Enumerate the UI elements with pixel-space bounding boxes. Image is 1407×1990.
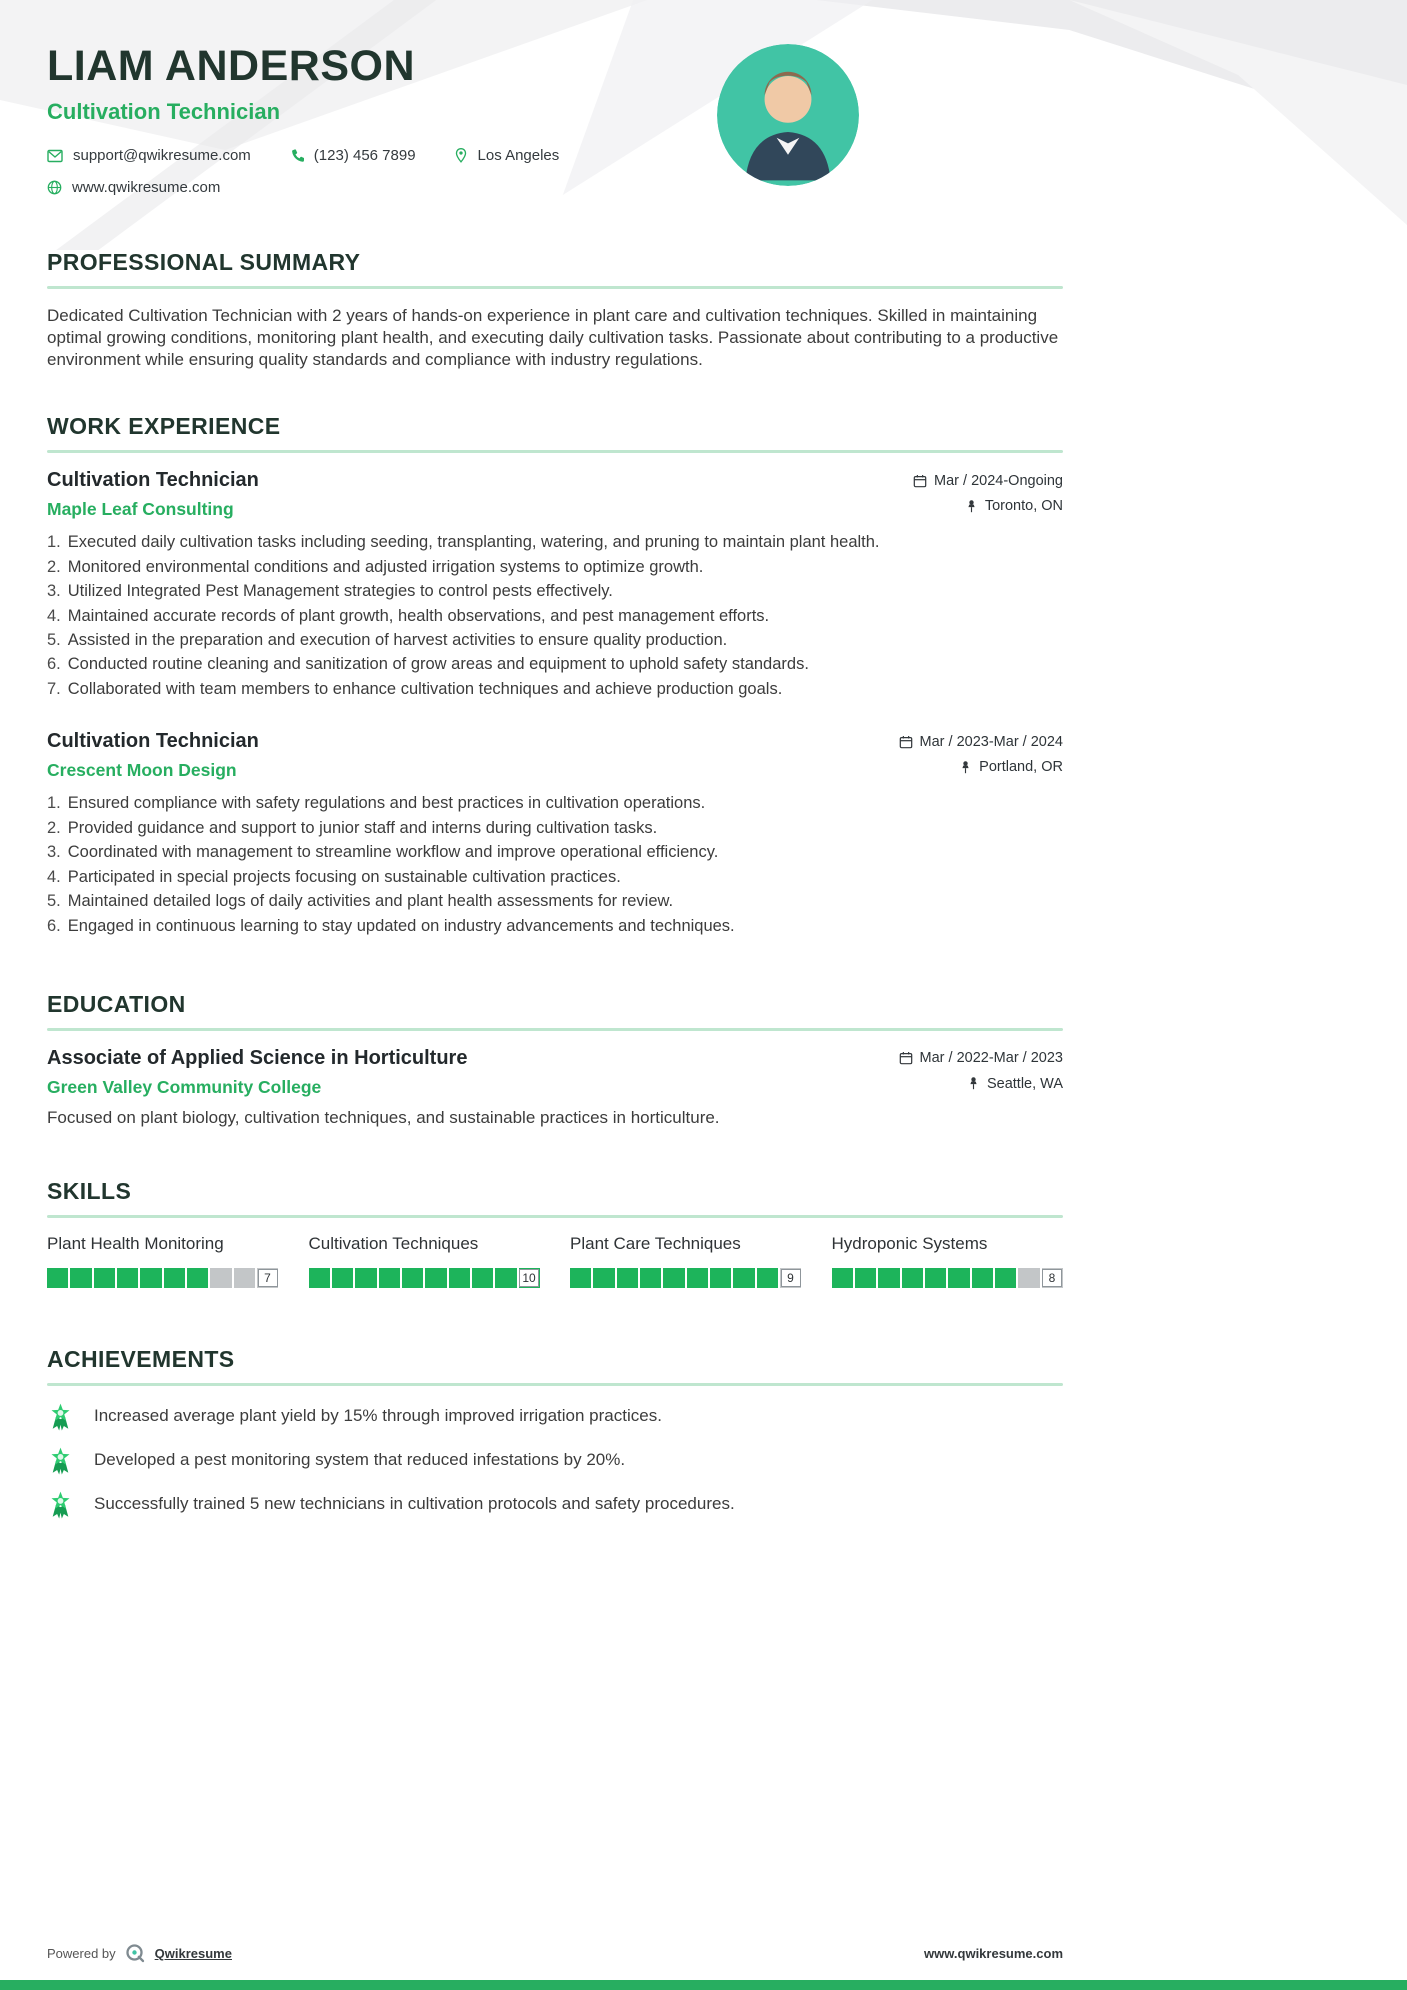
skill-bar-segment [472, 1268, 493, 1288]
job-title: Cultivation Technician [47, 469, 259, 492]
skill-score: 8 [1042, 1269, 1062, 1287]
skill-bar-segment [570, 1268, 591, 1288]
achievement-item [47, 1402, 1063, 1431]
skill-label: Hydroponic Systems [831, 1233, 988, 1253]
phone-contact [289, 147, 416, 164]
job-bullets [47, 532, 1063, 700]
skill-bar-segment [617, 1268, 638, 1288]
job-date-text: Mar / 2023-Mar / 2024 [919, 733, 1063, 750]
skill-bar-segment [687, 1268, 708, 1288]
skill-label: Plant Health Monitoring [47, 1233, 224, 1253]
achievement-badge-icon [47, 1446, 74, 1475]
education-section [47, 991, 1063, 1128]
header [47, 0, 1063, 211]
skill-item [47, 1234, 279, 1288]
location-pin-icon [454, 147, 468, 164]
pin-icon [959, 760, 972, 775]
qwikresume-logo-icon [125, 1943, 146, 1964]
achievement-badge-icon [47, 1490, 74, 1519]
section-divider [47, 1383, 1063, 1386]
skill-bar-segment [995, 1268, 1016, 1288]
skill-bar-segment [70, 1268, 91, 1288]
education-date [899, 1050, 1063, 1066]
phone-icon [289, 148, 304, 163]
phone-text: (123) 456 7899 [313, 147, 416, 164]
skill-bar [47, 1268, 279, 1288]
powered-by-label: Powered by [47, 1946, 116, 1961]
skill-bar-segment [140, 1268, 161, 1288]
skill-bar-segment [495, 1268, 516, 1288]
email-contact[interactable] [47, 147, 251, 164]
globe-icon [47, 180, 62, 195]
job-company: Crescent Moon Design [47, 760, 237, 781]
pin-icon [965, 499, 978, 514]
skill-bar-segment [47, 1268, 68, 1288]
candidate-name: LIAM ANDERSON [47, 42, 416, 90]
job-bullet: 4. Maintained accurate records of plant growth, health observations, and pest management efforts. [47, 606, 770, 625]
job-bullet: 5. Maintained detailed logs of daily activities and plant health assessments for review. [47, 892, 674, 911]
email-text: support@qwikresume.com [73, 147, 251, 164]
skill-bar-segment [593, 1268, 614, 1288]
job-date [913, 473, 1063, 489]
education-date-text: Mar / 2022-Mar / 2023 [919, 1050, 1063, 1067]
avatar-photo [717, 44, 859, 186]
degree-title: Associate of Applied Science in Horticulture [47, 1046, 468, 1069]
achievement-text: Increased average plant yield by 15% through improved irrigation practices. [94, 1406, 662, 1426]
skill-bar-segment [832, 1268, 853, 1288]
skill-bar-segment [733, 1268, 754, 1288]
skill-bar-segment [425, 1268, 446, 1288]
skill-bar-segment [710, 1268, 731, 1288]
pin-icon [967, 1076, 980, 1091]
skill-bar-segment [449, 1268, 470, 1288]
achievements-section [47, 1346, 1063, 1519]
bottom-accent-bar [0, 1980, 1407, 1990]
skill-bar-segment [309, 1268, 330, 1288]
section-divider [47, 1028, 1063, 1031]
work-experience-section [47, 413, 1063, 937]
skill-bar-segment [379, 1268, 400, 1288]
work-experience-entry [47, 730, 1063, 937]
skill-bar-segment [187, 1268, 208, 1288]
work-experience-entry [47, 469, 1063, 700]
section-divider [47, 450, 1063, 453]
skill-bar-segment [878, 1268, 899, 1288]
skill-item [570, 1234, 802, 1288]
skill-item [309, 1234, 541, 1288]
job-location-text: Toronto, ON [984, 498, 1063, 515]
skill-bar-segment [855, 1268, 876, 1288]
skill-score: 7 [258, 1269, 278, 1287]
skill-bar-segment [1018, 1268, 1039, 1288]
skill-bar-segment [640, 1268, 661, 1288]
job-bullet: 6. Engaged in continuous learning to stay updated on industry advancements and techniques. [47, 916, 735, 935]
skills-list [47, 1234, 1063, 1288]
skill-item [832, 1234, 1064, 1288]
education-location-text: Seattle, WA [986, 1075, 1063, 1092]
school-name: Green Valley Community College [47, 1076, 322, 1097]
section-divider [47, 286, 1063, 289]
skill-score: 10 [519, 1269, 539, 1287]
skill-bar-segment [355, 1268, 376, 1288]
job-company: Maple Leaf Consulting [47, 499, 234, 520]
website-text: www.qwikresume.com [72, 179, 221, 196]
calendar-icon [899, 735, 913, 749]
achievements-list [47, 1402, 1063, 1519]
skill-bar-segment [94, 1268, 115, 1288]
achievement-item [47, 1490, 1063, 1519]
skill-bar [832, 1268, 1064, 1288]
skill-bar-segment [757, 1268, 778, 1288]
job-location [959, 759, 1063, 775]
skill-bar [570, 1268, 802, 1288]
skill-bar-segment [948, 1268, 969, 1288]
contact-info [47, 147, 559, 196]
location-text: Los Angeles [477, 147, 560, 164]
achievements-heading: ACHIEVEMENTS [47, 1345, 235, 1372]
summary-text: Dedicated Cultivation Technician with 2 years of hands-on experience in plant care and cultivation techniques. Skilled in maintaining optimal growing conditions, monitoring plant health, and executing daily cultivation tasks. Passionate about contributing to a productive environment while ensuring quality standards and compliance with industry regulations. [47, 306, 1059, 370]
avatar [717, 44, 859, 186]
website-contact[interactable] [47, 179, 220, 196]
achievement-item [47, 1446, 1063, 1475]
skill-bar-segment [402, 1268, 423, 1288]
skill-bar-segment [332, 1268, 353, 1288]
job-bullet: 4. Participated in special projects focusing on sustainable cultivation practices. [47, 867, 621, 886]
email-icon [47, 149, 63, 163]
skill-bar-segment [164, 1268, 185, 1288]
education-location [967, 1076, 1063, 1092]
achievement-badge-icon [47, 1402, 74, 1431]
calendar-icon [913, 474, 927, 488]
footer [47, 1943, 1063, 1964]
skill-label: Plant Care Techniques [570, 1233, 741, 1253]
work-experience-heading: WORK EXPERIENCE [47, 413, 281, 440]
skill-bar-segment [925, 1268, 946, 1288]
footer-website: www.qwikresume.com [924, 1946, 1063, 1961]
skill-bar-segment [210, 1268, 231, 1288]
job-bullet: 1. Executed daily cultivation tasks including seeding, transplanting, watering, and pruning to maintain plant health. [47, 533, 880, 552]
skill-label: Cultivation Techniques [308, 1233, 479, 1253]
header-identity [47, 42, 559, 211]
job-bullet: 5. Assisted in the preparation and execution of harvest activities to ensure quality production. [47, 631, 728, 650]
job-location-text: Portland, OR [979, 759, 1063, 776]
achievement-text: Successfully trained 5 new technicians in cultivation protocols and safety procedures. [94, 1494, 735, 1514]
skill-bar-segment [117, 1268, 138, 1288]
job-bullet: 2. Monitored environmental conditions and adjusted irrigation systems to optimize growth. [47, 557, 704, 576]
qwikresume-link[interactable]: Qwikresume [154, 1946, 232, 1961]
job-location [965, 498, 1063, 514]
job-date-text: Mar / 2024-Ongoing [934, 472, 1063, 489]
work-experience-list [47, 469, 1063, 937]
job-bullet: 7. Collaborated with team members to enhance cultivation techniques and achieve production goals. [47, 679, 783, 698]
job-bullet: 3. Utilized Integrated Pest Management strategies to control pests effectively. [47, 582, 613, 601]
job-bullets [47, 793, 1063, 937]
job-bullet: 3. Coordinated with management to streamline workflow and improve operational efficiency. [47, 843, 719, 862]
summary-section [47, 249, 1063, 371]
location-contact [454, 147, 560, 164]
job-bullet: 6. Conducted routine cleaning and sanitization of grow areas and equipment to uphold safety standards. [47, 655, 809, 674]
section-divider [47, 1215, 1063, 1218]
calendar-icon [899, 1051, 913, 1065]
education-description: Focused on plant biology, cultivation techniques, and sustainable practices in horticulture. [47, 1107, 720, 1127]
skills-section [47, 1178, 1063, 1288]
job-bullet: 2. Provided guidance and support to junior staff and interns during cultivation tasks. [47, 818, 658, 837]
job-bullet: 1. Ensured compliance with safety regulations and best practices in cultivation operations. [47, 794, 706, 813]
job-title: Cultivation Technician [47, 730, 259, 753]
achievement-text: Developed a pest monitoring system that reduced infestations by 20%. [94, 1450, 626, 1470]
candidate-title: Cultivation Technician [47, 99, 281, 124]
skill-bar-segment [663, 1268, 684, 1288]
skill-bar-segment [902, 1268, 923, 1288]
skill-bar-segment [234, 1268, 255, 1288]
job-date [899, 734, 1063, 750]
skills-heading: SKILLS [47, 1177, 132, 1204]
skill-score: 9 [781, 1269, 801, 1287]
education-heading: EDUCATION [47, 990, 186, 1017]
skill-bar-segment [972, 1268, 993, 1288]
skill-bar [309, 1268, 541, 1288]
summary-heading: PROFESSIONAL SUMMARY [47, 249, 361, 275]
